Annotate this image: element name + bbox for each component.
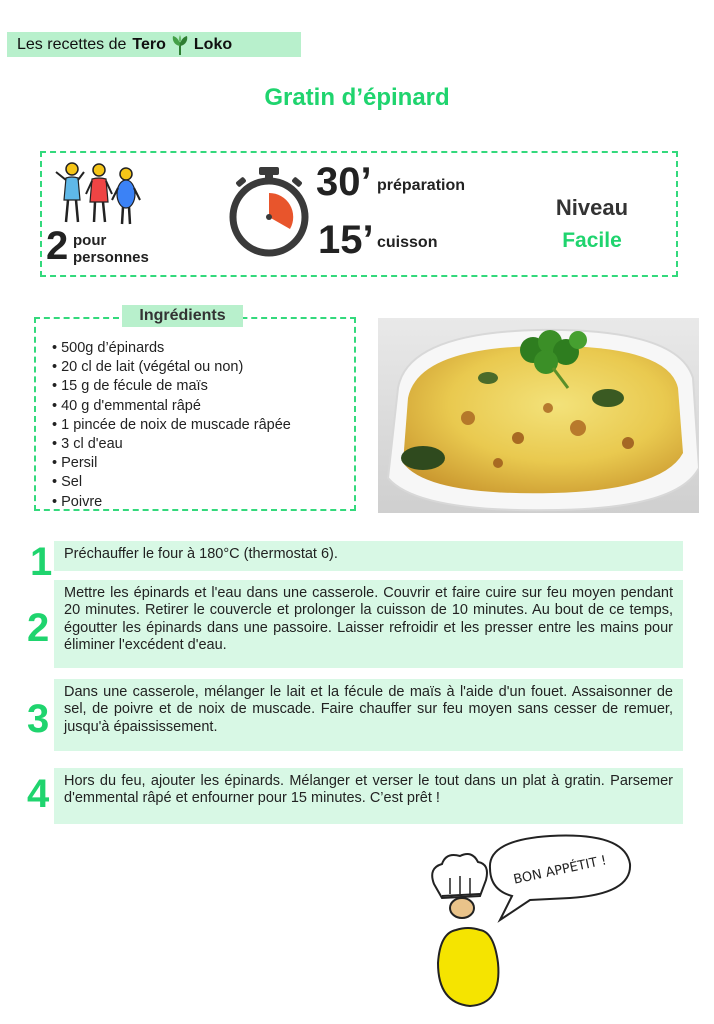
ingredient-item: • 3 cl d'eau (52, 435, 291, 454)
ingredients-heading: Ingrédients (122, 305, 243, 327)
recipe-title: Gratin d’épinard (264, 84, 450, 111)
step-text: Hors du feu, ajouter les épinards. Mélanger et verser le tout dans un plat à gratin. Parsemer d'emmental râpé et enfourner pour 15 minutes. C’est prêt ! (54, 768, 683, 824)
prep-time-value: 30’ (316, 160, 372, 204)
servings-label-pour: pour (73, 232, 107, 249)
chef-mascot-icon (420, 828, 660, 1018)
step-number: 4 (27, 772, 50, 816)
step-text: Dans une casserole, mélanger le lait et la fécule de maïs à l'aide d'un fouet. Assaisonner de sel, de poivre et de noix de muscade. Faire chauffer sur feu moyen sans cesser de remuer, jusqu'à épaississement. (54, 679, 683, 751)
servings-number: 2 (46, 224, 69, 268)
step-number: 1 (30, 540, 53, 584)
ingredient-item: • 15 g de fécule de maïs (52, 377, 291, 396)
step-number: 2 (27, 606, 50, 650)
brand-prefix: Les recettes de (17, 35, 127, 53)
level-label: Niveau (555, 195, 629, 220)
ingredients-list (52, 339, 291, 512)
cook-time-value: 15’ (318, 218, 374, 262)
ingredient-item: • Poivre (52, 493, 291, 512)
brand-name-second: Loko (193, 35, 233, 53)
cook-time-label: cuisson (377, 234, 438, 251)
ingredient-item: • 20 cl de lait (végétal ou non) (52, 358, 291, 377)
step-text: Mettre les épinards et l'eau dans une casserole. Couvrir et faire cuire sur feu moyen pendant 20 minutes. Retirer le couvercle et prolonger la cuisson de 10 minutes. Au bout de ce temps, égoutter les épinards dans une passoire. Laisser refroidir et les presser entre les mains pour éliminer l'excédent d'eau. (54, 580, 683, 668)
ingredient-item: • 1 pincée de noix de muscade râpée (52, 416, 291, 435)
chef-bubble-text: BON APPÉTIT ! (512, 853, 608, 888)
people-icon (52, 160, 144, 230)
leaf-icon (169, 34, 191, 56)
prep-time-label: préparation (377, 177, 466, 194)
servings-label-personnes: personnes (73, 249, 149, 266)
gratin-photo (378, 318, 699, 513)
stopwatch-icon (226, 165, 312, 257)
step-text: Préchauffer le four à 180°C (thermostat 6). (54, 541, 683, 571)
level-value: Facile (562, 229, 622, 252)
brand-banner (7, 32, 301, 57)
ingredient-item: • 500g d’épinards (52, 339, 291, 358)
brand-name-first: Tero (132, 35, 166, 53)
ingredient-item: • Sel (52, 473, 291, 492)
ingredient-item: • Persil (52, 454, 291, 473)
step-number: 3 (27, 697, 50, 741)
ingredient-item: • 40 g d'emmental râpé (52, 397, 291, 416)
